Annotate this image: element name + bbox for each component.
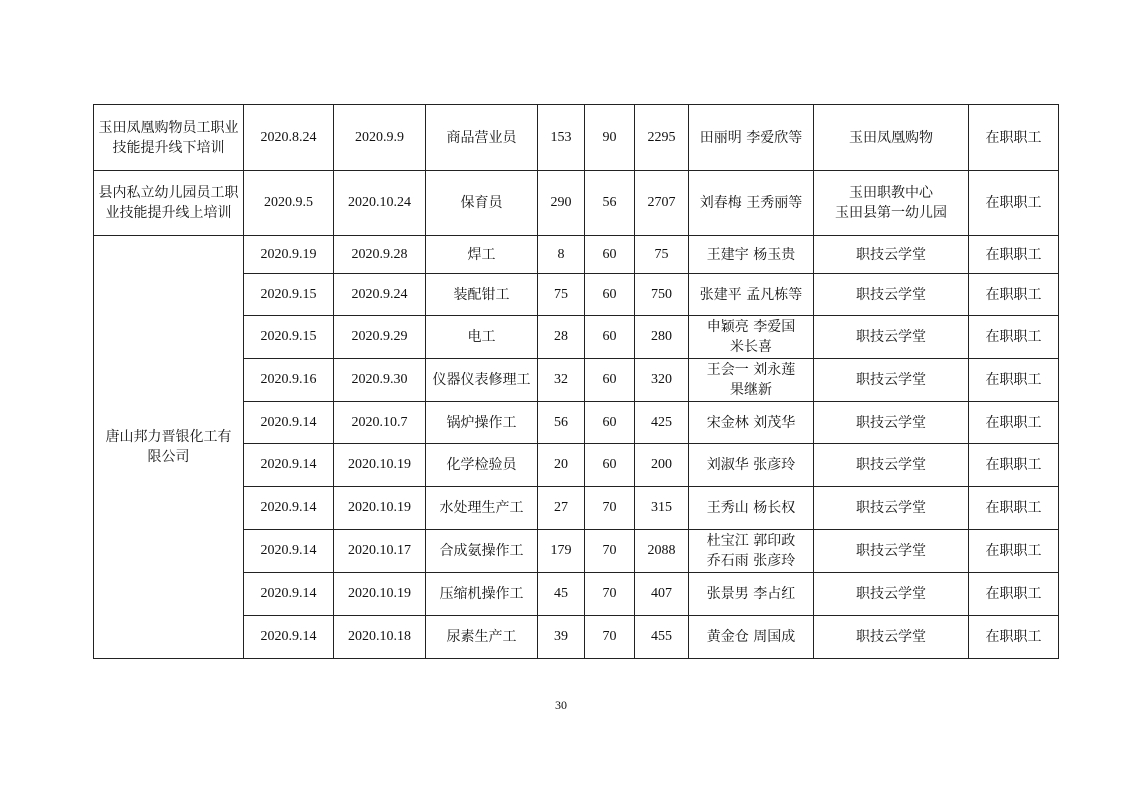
table-row xyxy=(94,236,1059,274)
start-date: 2020.9.5 xyxy=(244,171,334,236)
start-date: 2020.8.24 xyxy=(244,105,334,171)
institution: 职技云学堂 xyxy=(814,402,969,444)
total-hours: 425 xyxy=(635,402,689,444)
occupation: 尿素生产工 xyxy=(426,616,538,659)
trainee-count: 28 xyxy=(538,316,585,359)
occupation: 仪器仪表修理工 xyxy=(426,359,538,402)
trainee-type: 在职职工 xyxy=(969,236,1059,274)
start-date: 2020.9.14 xyxy=(244,573,334,616)
occupation: 电工 xyxy=(426,316,538,359)
total-hours: 407 xyxy=(635,573,689,616)
end-date: 2020.9.30 xyxy=(334,359,426,402)
teachers: 王建宇 杨玉贵 xyxy=(689,236,814,274)
total-hours: 750 xyxy=(635,274,689,316)
table-row xyxy=(94,105,1059,171)
occupation: 化学检验员 xyxy=(426,444,538,487)
total-hours: 2295 xyxy=(635,105,689,171)
teachers: 黄金仓 周国成 xyxy=(689,616,814,659)
table-row xyxy=(94,171,1059,236)
end-date: 2020.10.19 xyxy=(334,573,426,616)
trainee-type: 在职职工 xyxy=(969,274,1059,316)
class-hours: 60 xyxy=(585,274,635,316)
trainee-type: 在职职工 xyxy=(969,316,1059,359)
occupation: 焊工 xyxy=(426,236,538,274)
start-date: 2020.9.14 xyxy=(244,530,334,573)
teachers: 张建平 孟凡栋等 xyxy=(689,274,814,316)
class-hours: 70 xyxy=(585,530,635,573)
end-date: 2020.10.19 xyxy=(334,444,426,487)
start-date: 2020.9.14 xyxy=(244,616,334,659)
end-date: 2020.10.19 xyxy=(334,487,426,530)
teachers: 王会一 刘永莲 果继新 xyxy=(689,359,814,402)
trainee-type: 在职职工 xyxy=(969,105,1059,171)
class-hours: 90 xyxy=(585,105,635,171)
institution: 玉田凤凰购物 xyxy=(814,105,969,171)
teachers: 杜宝江 郭印政 乔石雨 张彦玲 xyxy=(689,530,814,573)
occupation: 合成氨操作工 xyxy=(426,530,538,573)
total-hours: 315 xyxy=(635,487,689,530)
trainee-type: 在职职工 xyxy=(969,444,1059,487)
end-date: 2020.10.18 xyxy=(334,616,426,659)
trainee-type: 在职职工 xyxy=(969,530,1059,573)
total-hours: 2088 xyxy=(635,530,689,573)
teachers: 刘春梅 王秀丽等 xyxy=(689,171,814,236)
trainee-type: 在职职工 xyxy=(969,171,1059,236)
class-hours: 60 xyxy=(585,359,635,402)
institution: 职技云学堂 xyxy=(814,444,969,487)
end-date: 2020.9.24 xyxy=(334,274,426,316)
institution: 职技云学堂 xyxy=(814,316,969,359)
total-hours: 280 xyxy=(635,316,689,359)
teachers: 宋金林 刘茂华 xyxy=(689,402,814,444)
trainee-count: 45 xyxy=(538,573,585,616)
trainee-count: 179 xyxy=(538,530,585,573)
trainee-count: 290 xyxy=(538,171,585,236)
trainee-count: 75 xyxy=(538,274,585,316)
start-date: 2020.9.14 xyxy=(244,444,334,487)
trainee-count: 20 xyxy=(538,444,585,487)
institution: 职技云学堂 xyxy=(814,616,969,659)
occupation: 锅炉操作工 xyxy=(426,402,538,444)
total-hours: 200 xyxy=(635,444,689,487)
teachers: 刘淑华 张彦玲 xyxy=(689,444,814,487)
trainee-count: 39 xyxy=(538,616,585,659)
class-hours: 60 xyxy=(585,236,635,274)
class-hours: 70 xyxy=(585,616,635,659)
end-date: 2020.10.24 xyxy=(334,171,426,236)
start-date: 2020.9.16 xyxy=(244,359,334,402)
start-date: 2020.9.14 xyxy=(244,402,334,444)
class-hours: 70 xyxy=(585,573,635,616)
class-hours: 70 xyxy=(585,487,635,530)
project-name: 县内私立幼儿园员工职业技能提升线上培训 xyxy=(94,171,244,236)
end-date: 2020.9.29 xyxy=(334,316,426,359)
teachers: 王秀山 杨长权 xyxy=(689,487,814,530)
class-hours: 60 xyxy=(585,316,635,359)
institution: 职技云学堂 xyxy=(814,573,969,616)
training-table xyxy=(93,104,1059,659)
trainee-count: 32 xyxy=(538,359,585,402)
total-hours: 2707 xyxy=(635,171,689,236)
start-date: 2020.9.15 xyxy=(244,274,334,316)
end-date: 2020.9.9 xyxy=(334,105,426,171)
teachers: 申颖亮 李爱国 米长喜 xyxy=(689,316,814,359)
trainee-type: 在职职工 xyxy=(969,573,1059,616)
trainee-count: 27 xyxy=(538,487,585,530)
occupation: 装配钳工 xyxy=(426,274,538,316)
end-date: 2020.10.7 xyxy=(334,402,426,444)
institution: 职技云学堂 xyxy=(814,274,969,316)
occupation: 商品营业员 xyxy=(426,105,538,171)
institution: 职技云学堂 xyxy=(814,530,969,573)
end-date: 2020.10.17 xyxy=(334,530,426,573)
trainee-count: 56 xyxy=(538,402,585,444)
trainee-type: 在职职工 xyxy=(969,359,1059,402)
class-hours: 60 xyxy=(585,402,635,444)
project-name: 玉田凤凰购物员工职业技能提升线下培训 xyxy=(94,105,244,171)
occupation: 压缩机操作工 xyxy=(426,573,538,616)
start-date: 2020.9.14 xyxy=(244,487,334,530)
occupation: 保育员 xyxy=(426,171,538,236)
class-hours: 60 xyxy=(585,444,635,487)
teachers: 田丽明 李爱欣等 xyxy=(689,105,814,171)
teachers: 张景男 李占红 xyxy=(689,573,814,616)
page-number: 30 xyxy=(555,698,567,712)
trainee-type: 在职职工 xyxy=(969,616,1059,659)
total-hours: 455 xyxy=(635,616,689,659)
trainee-type: 在职职工 xyxy=(969,487,1059,530)
total-hours: 75 xyxy=(635,236,689,274)
institution: 职技云学堂 xyxy=(814,236,969,274)
trainee-count: 8 xyxy=(538,236,585,274)
class-hours: 56 xyxy=(585,171,635,236)
total-hours: 320 xyxy=(635,359,689,402)
institution: 职技云学堂 xyxy=(814,359,969,402)
occupation: 水处理生产工 xyxy=(426,487,538,530)
institution: 职技云学堂 xyxy=(814,487,969,530)
end-date: 2020.9.28 xyxy=(334,236,426,274)
project-name: 唐山邦力晋银化工有限公司 xyxy=(94,236,244,659)
start-date: 2020.9.15 xyxy=(244,316,334,359)
trainee-type: 在职职工 xyxy=(969,402,1059,444)
institution: 玉田职教中心 玉田县第一幼儿园 xyxy=(814,171,969,236)
trainee-count: 153 xyxy=(538,105,585,171)
start-date: 2020.9.19 xyxy=(244,236,334,274)
